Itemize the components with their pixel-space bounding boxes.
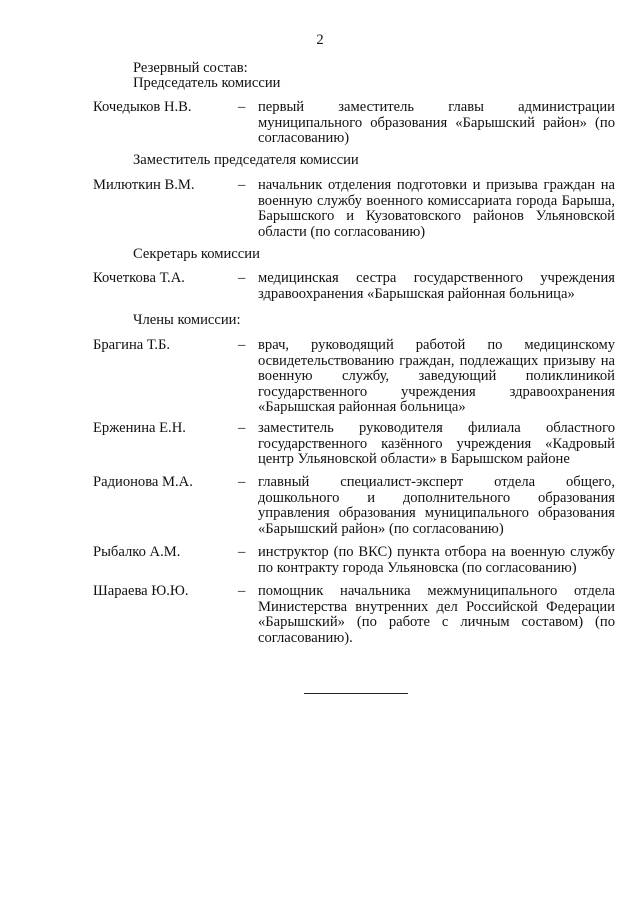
- members-heading: Члены комиссии:: [133, 312, 241, 328]
- dash: –: [238, 270, 246, 286]
- person-name: Ерженина Е.Н.: [93, 420, 186, 436]
- person-description: врач, руководящий работой по медицинскому освидетельствованию граждан, подлежащих призыву на военную службу, заведующий поликлиникой государственного учреждения здравоохранения «Барышская районная больница»: [258, 337, 615, 415]
- person-name: Кочеткова Т.А.: [93, 270, 185, 286]
- person-description: первый заместитель главы администрации муниципального образования «Барышский район» (по согласованию): [258, 99, 615, 146]
- person-name: Кочедыков Н.В.: [93, 99, 192, 115]
- person-name: Милюткин В.М.: [93, 177, 195, 193]
- person-description: начальник отделения подготовки и призыва граждан на военную службу военного комиссариата города Барыша, Барышского и Кузоватовского районов Ульяновской области (по согласованию): [258, 177, 615, 240]
- dash: –: [238, 99, 246, 115]
- dash: –: [238, 420, 246, 436]
- person-name: Рыбалко А.М.: [93, 544, 181, 560]
- person-name: Брагина Т.Б.: [93, 337, 171, 353]
- deputy-heading: Заместитель председателя комиссии: [133, 152, 359, 168]
- person-description: заместитель руководителя филиала областного государственного казённого учреждения «Кадровый центр Ульяновской области» в Барышском районе: [258, 420, 615, 467]
- dash: –: [238, 583, 246, 599]
- dash: –: [238, 544, 246, 560]
- dash: –: [238, 177, 246, 193]
- secretary-heading: Секретарь комиссии: [133, 246, 260, 262]
- end-rule: [304, 693, 408, 694]
- person-description: главный специалист-эксперт отдела общего, дошкольного и дополнительного образования управления образования муниципального образования «Барышский район» (по согласованию): [258, 474, 615, 537]
- dash: –: [238, 337, 246, 353]
- person-description: медицинская сестра государственного учреждения здравоохранения «Барышская районная больница»: [258, 270, 615, 302]
- person-name: Радионова М.А.: [93, 474, 193, 490]
- page-number: 2: [316, 32, 324, 48]
- dash: –: [238, 474, 246, 490]
- person-name: Шараева Ю.Ю.: [93, 583, 189, 599]
- person-description: помощник начальника межмуниципального отдела Министерства внутренних дел Российской Федерации «Барышский» (по работе с личным составом) (по согласованию).: [258, 583, 615, 646]
- chairman-heading: Председатель комиссии: [133, 75, 281, 91]
- reserve-title: Резервный состав:: [133, 60, 248, 76]
- person-description: инструктор (по ВКС) пункта отбора на военную службу по контракту города Ульяновска (по согласованию): [258, 544, 615, 576]
